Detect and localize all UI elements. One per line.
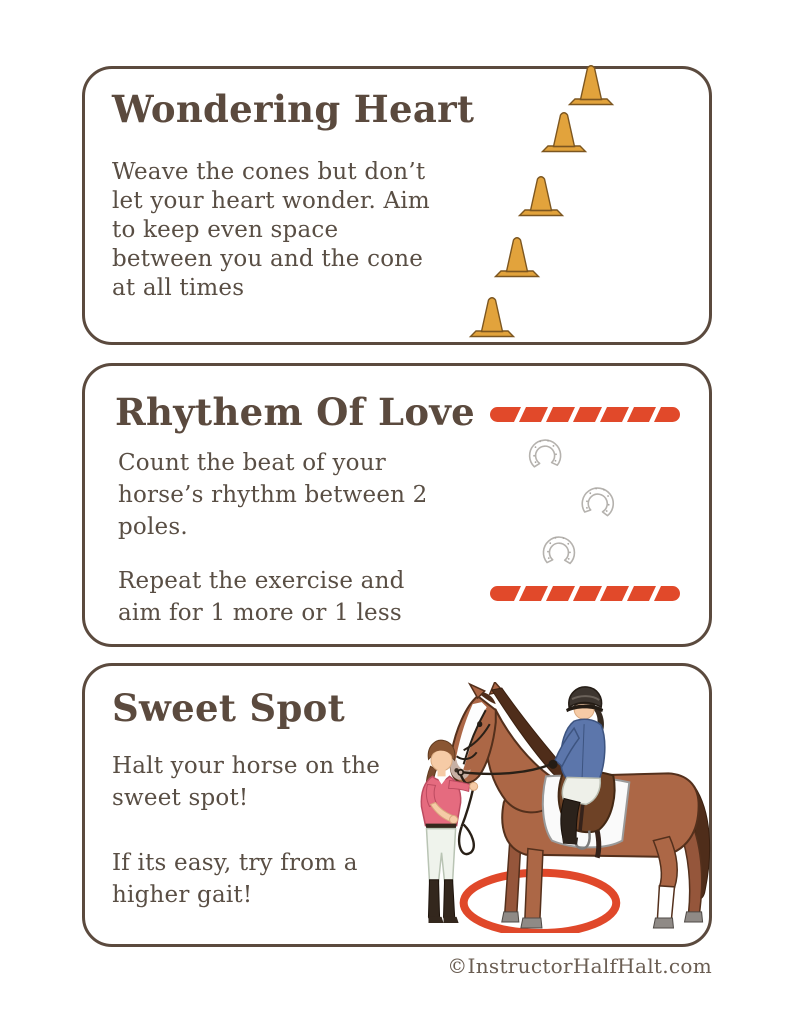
exercise-card-wondering-heart [82, 66, 712, 345]
horseshoe-icon [524, 432, 567, 477]
card-description: If its easy, try from a higher gait! [112, 850, 358, 908]
copyright: ©InstructorHalfHalt.com [447, 954, 712, 978]
exercise-card-rhythem-of-love [82, 363, 712, 647]
traffic-cone-icon [567, 63, 615, 107]
card-title: Wondering Heart [112, 87, 475, 131]
card-description: Repeat the exercise and aim for 1 more or 1 less [118, 568, 405, 626]
traffic-cone-icon [540, 110, 588, 154]
traffic-cone-icon [468, 295, 516, 339]
card-description: Weave the cones but don’t let your heart wonder. Aim to keep even space between you and the cone at all times [112, 159, 430, 301]
horse-halt-illustration [399, 682, 711, 933]
striped-pole-icon [490, 407, 680, 422]
horseshoe-icon [575, 478, 621, 526]
exercise-card-sweet-spot [82, 663, 712, 947]
card-title: Rhythem Of Love [115, 390, 475, 434]
traffic-cone-icon [517, 174, 565, 218]
striped-pole-icon [490, 586, 680, 601]
card-description: Count the beat of your horse’s rhythm between 2 poles. [118, 450, 428, 540]
horseshoe-icon [538, 529, 579, 572]
card-title: Sweet Spot [112, 686, 345, 730]
card-description: Halt your horse on the sweet spot! [112, 753, 381, 811]
traffic-cone-icon [493, 235, 541, 279]
